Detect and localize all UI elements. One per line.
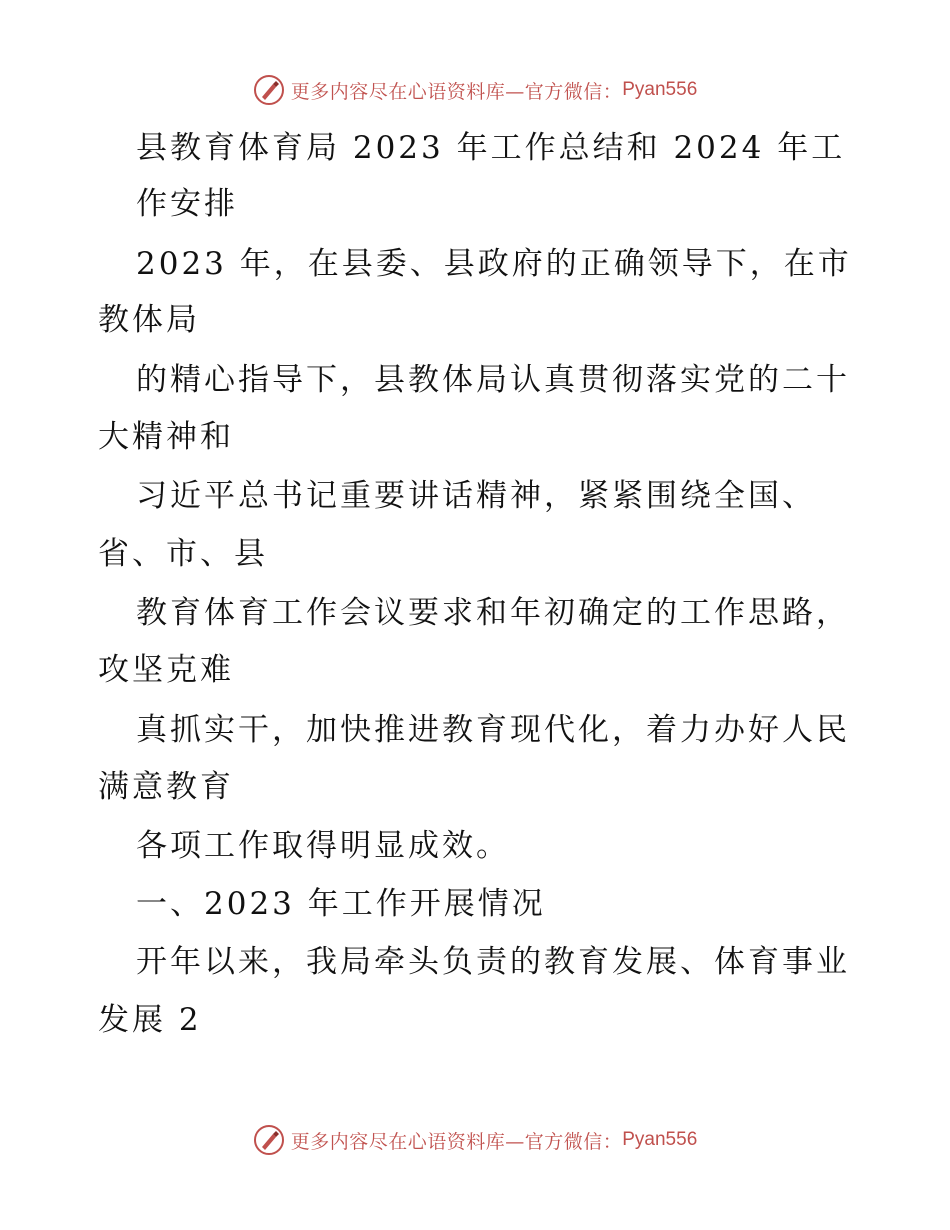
watermark-banner-bottom [0, 1120, 950, 1160]
banner-wechat-id: Pyan556 [622, 79, 698, 100]
banner-text: 更多内容尽在心语资料库—官方微信： [290, 80, 623, 103]
doc-line: 的精心指导下，县教体局认真贯彻落实党的二十 [136, 362, 850, 398]
doc-line: 教育体育工作会议要求和年初确定的工作思路， [136, 595, 850, 631]
doc-line: 开年以来，我局牵头负责的教育发展、体育事业 [136, 944, 850, 980]
doc-line: 攻坚克难 [98, 652, 234, 688]
doc-line: 发展 2 [98, 1002, 202, 1038]
section-heading: 一、2023 年工作开展情况 [136, 886, 546, 922]
doc-line: 省、市、县 [98, 536, 268, 572]
pen-logo-icon [253, 74, 285, 106]
doc-line: 满意教育 [98, 769, 234, 805]
doc-line: 真抓实干，加快推进教育现代化，着力办好人民 [136, 712, 850, 748]
doc-line: 教体局 [98, 302, 200, 338]
banner-wechat-id: Pyan556 [622, 1129, 698, 1150]
pen-logo-icon [253, 1124, 285, 1156]
doc-line: 大精神和 [98, 419, 234, 455]
watermark-banner-top [0, 70, 950, 110]
doc-title-line-2: 作安排 [136, 186, 238, 222]
doc-title-line-1: 县教育体育局 2023 年工作总结和 2024 年工 [136, 130, 846, 166]
doc-line: 2023 年，在县委、县政府的正确领导下，在市 [136, 246, 852, 282]
doc-line: 习近平总书记重要讲话精神，紧紧围绕全国、 [136, 478, 816, 514]
banner-text: 更多内容尽在心语资料库—官方微信： [290, 1130, 623, 1153]
doc-line: 各项工作取得明显成效。 [136, 828, 510, 864]
